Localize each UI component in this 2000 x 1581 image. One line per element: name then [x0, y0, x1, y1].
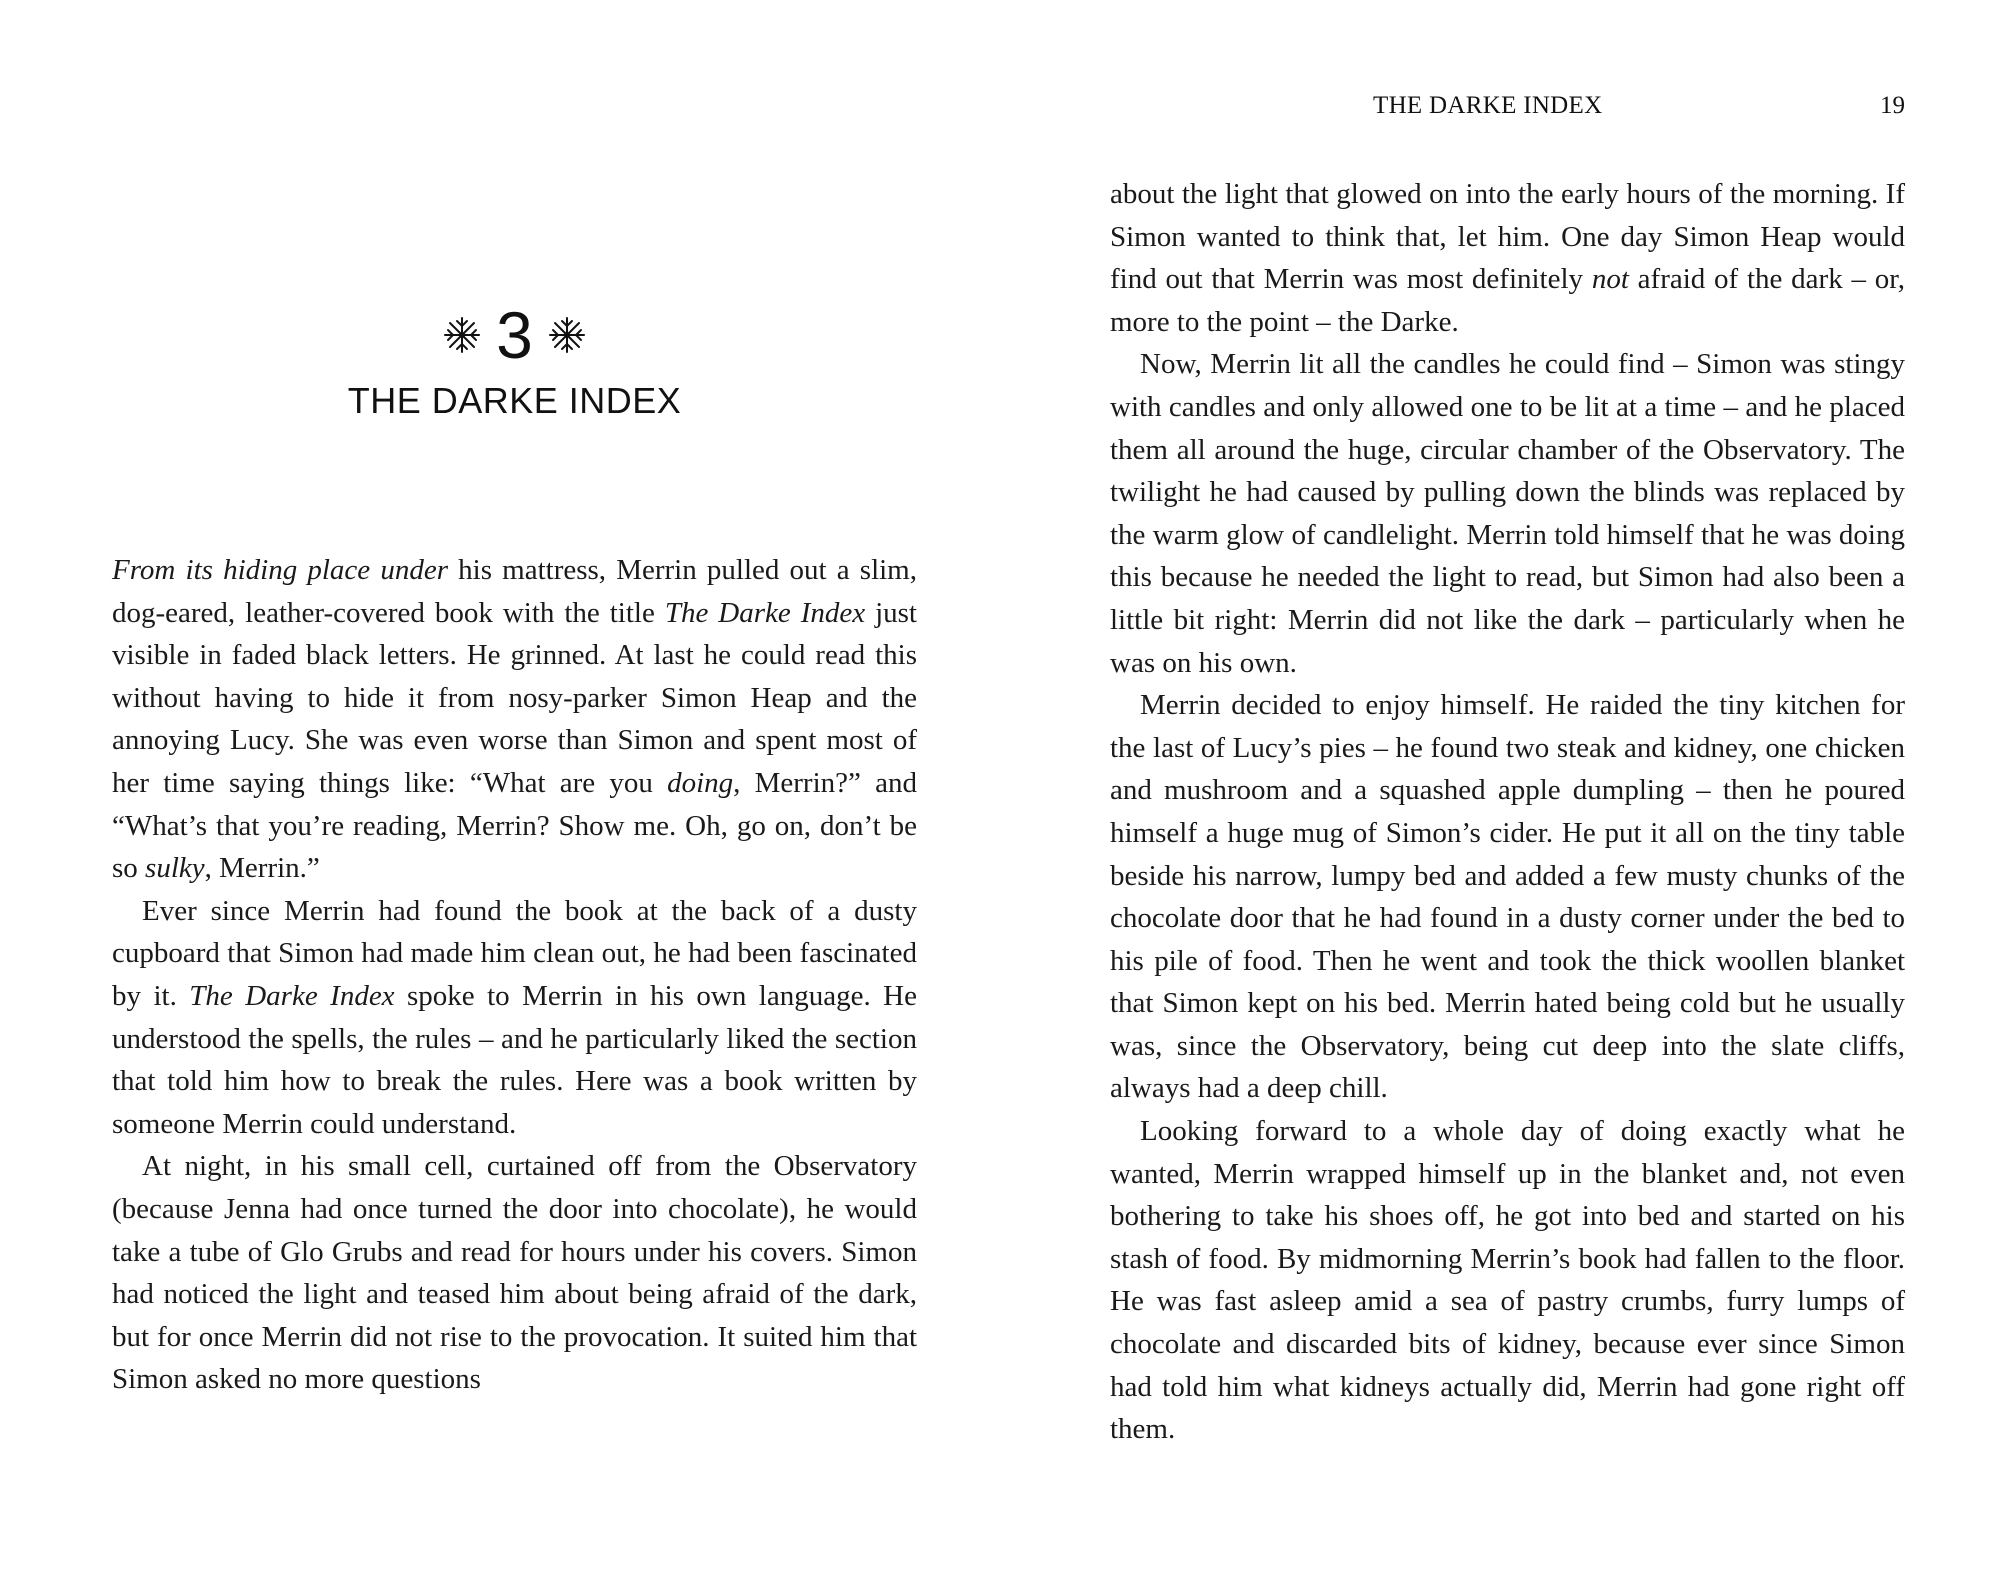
right-page	[1000, 0, 2000, 1581]
paragraph: At night, in his small cell, curtained off from the Observatory (because Jenna had once turned the door into chocolate), he would take a tube of Glo Grubs and read for hours under his covers. Simon had noticed the light and teased him about being afraid of the dark, but for once Merrin did not rise to the provocation. It suited him that Simon asked no more questions	[112, 1150, 917, 1396]
paragraph: Now, Merrin lit all the candles he could find – Simon was stingy with candles and only allowed one to be lit at a time – and he placed them all around the huge, circular chamber of the Observatory. The twilight he had caused by pulling down the blinds was replaced by the warm glow of candlelight. Merrin told himself that he was doing this because he needed the light to read, but Simon had also been a little bit right: Merrin did not like the dark – particularly when he was on his own.	[1110, 348, 1905, 679]
paragraph: From its hiding place under his mattress, Merrin pulled out a slim, dog-eared, leather-covered book with the title The Darke Index just visible in faded black letters. He grinned. At last he could read this without having to hide it from nosy-parker Simon Heap and the annoying Lucy. She was even worse than Simon and spent most of her time saying things like: “What are you doing, Merrin?” and “What’s that you’re reading, Merrin? Show me. Oh, go on, don’t be so sulky, Merrin.”	[112, 554, 917, 885]
italic-text: The Darke Index	[664, 596, 866, 629]
italic-text: not	[1591, 263, 1629, 296]
snowflake-ornament-icon	[442, 315, 482, 355]
page-number: 19	[1880, 92, 1905, 119]
paragraph: about the light that glowed on into the early hours of the morning. If Simon wanted to think that, let him. One day Simon Heap would find out that Merrin was most definitely not afraid of the dark – or, more to the point – the Darke.	[1110, 178, 1905, 338]
running-head: THE DARKE INDEX	[1373, 92, 1603, 119]
italic-text: From its hiding place under	[112, 554, 448, 586]
paragraph: Merrin decided to enjoy himself. He raided the tiny kitchen for the last of Lucy’s pies – he found two steak and kidney, one chicken and mushroom and a squashed apple dumpling – then he poured himself a huge mug of Simon’s cider. He put it all on the tiny table beside his narrow, lumpy bed and added a few musty chunks of the chocolate door that he had found in a dusty corner under the bed to his pile of food. Then he went and took the thick woollen blanket that Simon kept on his bed. Merrin hated being cold but he usually was, since the Observatory, being cut deep into the slate cliffs, always had a deep chill.	[1110, 689, 1905, 1105]
italic-text: sulky	[145, 852, 205, 885]
chapter-title: THE DARKE INDEX	[347, 380, 682, 421]
italic-text: doing	[667, 766, 734, 799]
chapter-number-row	[112, 290, 917, 380]
chapter-number: 3	[496, 298, 533, 372]
snowflake-ornament-icon	[547, 315, 587, 355]
chapter-heading	[112, 290, 917, 422]
left-body-text	[112, 549, 917, 1401]
paragraph: Ever since Merrin had found the book at the back of a dusty cupboard that Simon had made him clean out, he had been fascinated by it. The Darke Index spoke to Merrin in his own language. He understood the spells, the rules – and he particularly liked the section that told him how to break the rules. Here was a book written by someone Merrin could understand.	[112, 894, 917, 1140]
right-body-text	[1110, 173, 1905, 1451]
paragraph: Looking forward to a whole day of doing exactly what he wanted, Merrin wrapped himself up in the blanket and, not even bothering to take his shoes off, he got into bed and started on his stash of food. By midmorning Merrin’s book had fallen to the floor. He was fast asleep amid a sea of pastry crumbs, furry lumps of chocolate and discarded bits of kidney, because ever since Simon had told him what kidneys actually did, Merrin had gone right off them.	[1110, 1115, 1905, 1446]
italic-text: The Darke Index	[189, 979, 395, 1012]
